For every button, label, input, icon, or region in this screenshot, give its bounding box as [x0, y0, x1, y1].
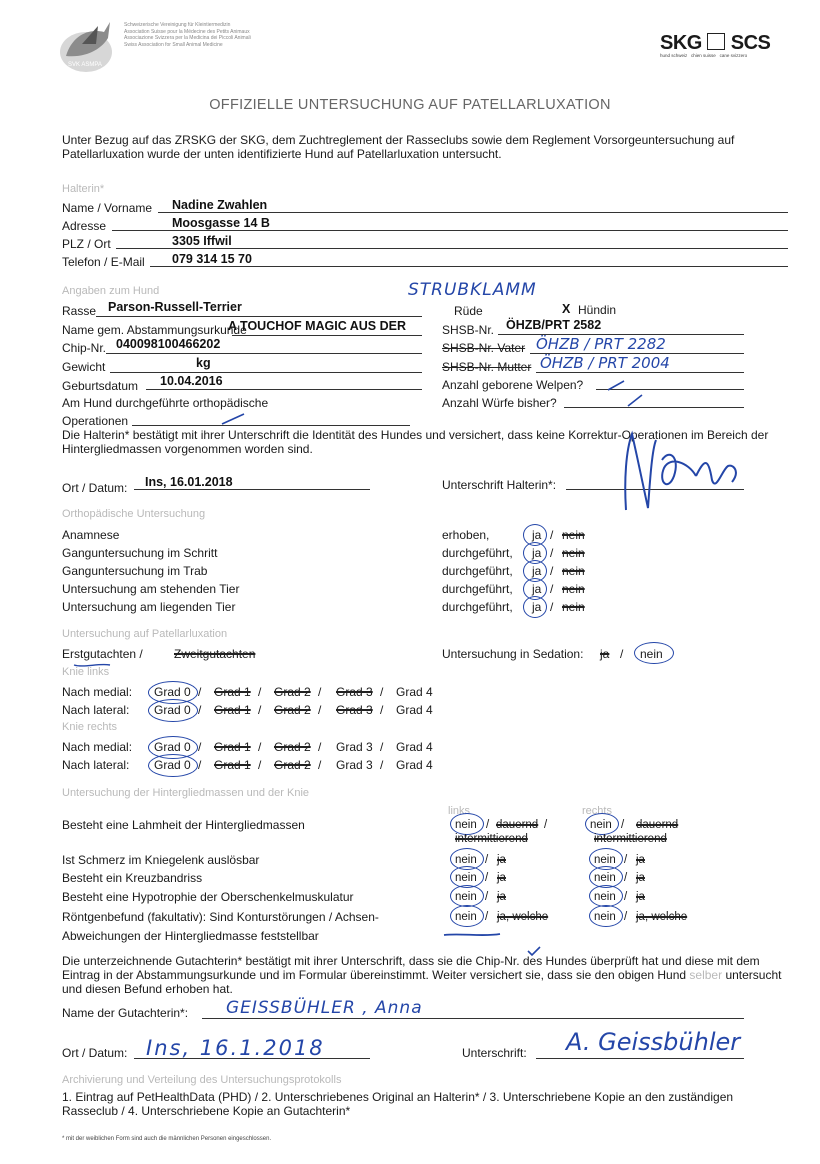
slash: / [380, 685, 384, 699]
shsb-mother-value[interactable]: ÖHZB / PRT 2004 [540, 354, 670, 372]
lameness-right-no[interactable]: nein [590, 819, 612, 831]
slash: / [485, 872, 489, 884]
ortho-row-status: durchgeführt, [442, 600, 513, 614]
grade-option[interactable]: Grad 2 [274, 758, 311, 772]
slash: / [624, 911, 628, 923]
hypotrophy-label: Besteht eine Hypotrophie der Oberschenkelmuskulatur [62, 890, 354, 904]
chip-value[interactable]: 040098100466202 [116, 337, 221, 351]
brand-sub: chien suisse [691, 53, 716, 58]
intro-text: Unter Bezug auf das ZRSKG der SKG, dem Zuchtreglement der Rasseclubs sowie dem Reglement Vorsorgeuntersuchung auf Patellarluxation wurde der unten identifizierte Hund auf Patellarluxation untersucht. [62, 133, 735, 161]
grade-option[interactable]: Grad 4 [396, 740, 433, 754]
lameness-left-no[interactable]: nein [455, 819, 477, 831]
ortho-no: nein [562, 528, 585, 542]
owner-place-date-value[interactable]: Ins, 16.01.2018 [145, 475, 233, 489]
slash: / [380, 740, 384, 754]
ortho-row-status: durchgeführt, [442, 564, 513, 578]
pain-label: Ist Schmerz im Kniegelenk auslösbar [62, 853, 260, 867]
ortho-row-label: Untersuchung am liegenden Tier [62, 600, 236, 614]
section-patella: Untersuchung auf Patellarluxation [62, 628, 228, 640]
handwritten-kennel: STRUBKLAMM [408, 280, 537, 300]
owner-signature-label: Unterschrift Halterin*: [442, 478, 557, 492]
grade-0-circle [148, 699, 198, 722]
scs-text: SCS [730, 32, 771, 54]
owner-name-label: Name / Vorname [62, 201, 153, 215]
statement-self: selber [689, 968, 723, 982]
slash: / [550, 546, 554, 560]
slash: / [624, 872, 628, 884]
skg-logo [660, 32, 770, 58]
sedation-no[interactable]: nein [640, 647, 663, 661]
ortho-yes-circle [523, 596, 547, 618]
lameness-label: Besteht eine Lahmheit der Hintergliedmassen [62, 818, 305, 832]
knee-left-label: Knie links [62, 666, 110, 678]
xray-left-yes: ja, welche [497, 911, 549, 923]
footnote: * mit der weiblichen Form sind auch die männlichen Personen eingeschlossen. [62, 1136, 272, 1142]
weight-unit: kg [196, 356, 211, 370]
shsb-father-label [442, 341, 525, 355]
expert-name-value[interactable]: GEISSBÜHLER , Anna [226, 998, 423, 1018]
grade-option[interactable]: Grad 4 [396, 685, 433, 699]
ortho-row-status: durchgeführt, [442, 582, 513, 596]
shsb-father-value[interactable]: ÖHZB / PRT 2282 [536, 335, 666, 353]
statement-part: Die unterzeichnende Gutachterin* bestätigt mit ihrer Unterschrift, dass sie die Chip-Nr. des Hundes überprüft hat und diese mit dem Eintrag in der Abstammungsurkunde und im Formular übereinstimmt. Weiter versichert sie, dass sie den obigen Hund [62, 954, 760, 982]
svk-logo-text: SVK ASMPA [68, 62, 102, 68]
grade-option[interactable]: Grad 0 [154, 740, 191, 754]
lameness-left-intermittent: intermittierend [455, 833, 528, 845]
slash: / [624, 854, 628, 866]
grade-option[interactable]: Grad 2 [274, 685, 311, 699]
grade-option[interactable]: Grad 1 [214, 758, 251, 772]
female-label: Hündin [578, 303, 617, 317]
pain-right-yes: ja [636, 854, 645, 866]
birth-label: Geburtsdatum [62, 379, 139, 393]
expert-signature[interactable]: A. Geissbühler [566, 1028, 741, 1056]
grade-option[interactable]: Grad 3 [336, 703, 373, 717]
ortho-yes[interactable]: ja [532, 546, 542, 560]
male-label: Rüde [454, 304, 483, 318]
breed-label: Rasse [62, 304, 97, 318]
xray-right-circle [589, 905, 623, 927]
ortho-row-label: Untersuchung am stehenden Tier [62, 582, 240, 596]
sedation-no-circle [634, 642, 674, 664]
cruciate-right-no[interactable]: nein [594, 872, 616, 884]
grade-option[interactable]: Grad 3 [336, 740, 373, 754]
knee-direction-label: Nach lateral: [62, 758, 130, 772]
xray-label-2: Abweichungen der Hintergliedmasse feststellbar [62, 929, 319, 943]
expert-name-label: Name der Gutachterin*: [62, 1006, 189, 1020]
shsb-mother-text: SHSB-Nr. Mutter [442, 360, 532, 374]
slash: / [198, 740, 202, 754]
slash: / [318, 703, 322, 717]
slash: / [198, 703, 202, 717]
ortho-no: nein [562, 582, 585, 596]
section-owner: Halterin* [62, 183, 105, 195]
knee-direction-label: Nach lateral: [62, 703, 130, 717]
brand-sub: hund schweiz [660, 53, 688, 58]
hypotrophy-right-no[interactable]: nein [594, 891, 616, 903]
hypotrophy-right-circle [589, 885, 623, 907]
statement-part: untersucht und diesen Befund erhoben hat. [62, 968, 782, 996]
slash: / [258, 758, 262, 772]
confirmation-text: Die Halterin* bestätigt mit ihrer Unterschrift die Identität des Hundes und versichert, dass keine Korrektur-Operationen im Bereich der Hintergliedmassen vorgenommen worden sind. [62, 428, 769, 456]
owner-signature[interactable] [604, 420, 754, 525]
ortho-no: nein [562, 546, 585, 560]
association-line: Schweizerische Vereinigung für Kleintiermedizin [124, 22, 231, 28]
owner-place-date-label: Ort / Datum: [62, 481, 128, 495]
grade-option[interactable]: Grad 4 [396, 703, 433, 717]
ortho-yes[interactable]: ja [532, 564, 542, 578]
sedation-label: Untersuchung in Sedation: [442, 647, 584, 661]
cruciate-left-yes: ja [497, 872, 506, 884]
grade-option[interactable]: Grad 1 [214, 740, 251, 754]
owner-plz-value[interactable]: 3305 Iffwil [172, 234, 232, 248]
knee-direction-label: Nach medial: [62, 685, 133, 699]
lameness-right-intermittent: intermittierend [594, 833, 667, 845]
slash: / [258, 740, 262, 754]
shsb-mother-label [442, 360, 531, 374]
knee-direction-label: Nach medial: [62, 740, 133, 754]
slash: / [258, 685, 262, 699]
slash: / [485, 891, 489, 903]
female-mark[interactable]: X [562, 302, 571, 316]
grade-option[interactable]: Grad 0 [154, 685, 191, 699]
ortho-row-label: Ganguntersuchung im Trab [62, 564, 208, 578]
hypotrophy-right-yes: ja [636, 891, 645, 903]
chip-check-mark [526, 944, 542, 962]
slash: / [550, 600, 554, 614]
knee-right-label: Knie rechts [62, 721, 118, 733]
ortho-row-status: durchgeführt, [442, 546, 513, 560]
ortho-yes[interactable]: ja [532, 600, 542, 614]
slash: / [318, 685, 322, 699]
slash: / [198, 685, 202, 699]
cruciate-label: Besteht ein Kreuzbandriss [62, 871, 203, 885]
owner-plz-label: PLZ / Ort [62, 237, 111, 251]
slash: / [198, 758, 202, 772]
expert-signature-label: Unterschrift: [462, 1046, 527, 1060]
grade-option[interactable]: Grad 0 [154, 758, 191, 772]
chip-label: Chip-Nr. [62, 341, 107, 355]
grade-0-circle [148, 754, 198, 777]
association-line: Associazione Svizzera per la Medicina dei Piccoli Animali [124, 35, 251, 41]
grade-option[interactable]: Grad 1 [214, 685, 251, 699]
slash: / [258, 703, 262, 717]
owner-name-value[interactable]: Nadine Zwahlen [172, 198, 268, 212]
owner-phone-label: Telefon / E-Mail [62, 255, 145, 269]
operations-label: Operationen [62, 414, 129, 428]
right-column-label: rechts [582, 805, 612, 817]
section-hind: Untersuchung der Hintergliedmassen und der Knie [62, 787, 310, 799]
cruciate-right-yes: ja [636, 872, 645, 884]
grade-option[interactable]: Grad 2 [274, 740, 311, 754]
owner-address-label: Adresse [62, 219, 107, 233]
slash: / [550, 564, 554, 578]
section-ortho: Orthopädische Untersuchung [62, 508, 206, 520]
pain-left-yes: ja [497, 854, 506, 866]
slash: / [550, 582, 554, 596]
shsb-value[interactable]: ÖHZB/PRT 2582 [506, 318, 602, 332]
xray-underline [442, 926, 502, 944]
lameness-right-permanent: dauernd [636, 819, 679, 831]
shsb-label: SHSB-Nr. [442, 323, 495, 337]
weight-label: Gewicht [62, 360, 106, 374]
ortho-row-label: Ganguntersuchung im Schritt [62, 546, 218, 560]
xray-label: Röntgenbefund (fakultativ): Sind Konturstörungen / Achsen- [62, 910, 379, 924]
grade-option[interactable]: Grad 0 [154, 703, 191, 717]
hypotrophy-left-yes: ja [497, 891, 506, 903]
pedigree-name-label: Name gem. Abstammungsurkunde [62, 323, 247, 337]
owner-address-value[interactable]: Moosgasse 14 B [172, 216, 270, 230]
litters-label: Anzahl Würfe bisher? [442, 396, 557, 410]
grade-option[interactable]: Grad 3 [336, 758, 373, 772]
ortho-no: nein [562, 564, 585, 578]
expert-statement [62, 954, 784, 996]
slash: / [318, 740, 322, 754]
grade-option[interactable]: Grad 4 [396, 758, 433, 772]
hypotrophy-left-circle [450, 885, 484, 907]
ortho-label: Am Hund durchgeführte orthopädische [62, 396, 269, 410]
slash: / [485, 911, 489, 923]
grade-option[interactable]: Grad 2 [274, 703, 311, 717]
puppies-dash [606, 378, 626, 396]
expert-place-date-value[interactable]: Ins, 16.1.2018 [146, 1036, 325, 1060]
skg-text: SKG [660, 32, 702, 54]
pain-right-no[interactable]: nein [594, 854, 616, 866]
xray-right-yes: ja, welche [636, 911, 688, 923]
grade-option[interactable]: Grad 1 [214, 703, 251, 717]
left-column-label: links [448, 805, 471, 817]
second-opinion: Zweitgutachten [174, 647, 256, 661]
birth-value[interactable]: 10.04.2016 [160, 374, 223, 388]
svk-logo [58, 18, 118, 74]
expert-place-date-label: Ort / Datum: [62, 1046, 128, 1060]
sedation-yes: ja [600, 647, 610, 661]
association-line: Swiss Association for Small Animal Medicine [124, 41, 223, 48]
page-title: OFFIZIELLE UNTERSUCHUNG AUF PATELLARLUXATION [209, 97, 611, 113]
first-opinion: Erstgutachten / [62, 647, 143, 661]
slash: / [380, 703, 384, 717]
skg-box-icon [707, 33, 725, 50]
slash: / [485, 854, 489, 866]
slash: / [550, 528, 554, 542]
slash: / [380, 758, 384, 772]
owner-phone-value[interactable]: 079 314 15 70 [172, 252, 252, 266]
ortho-yes[interactable]: ja [532, 582, 542, 596]
ortho-no: nein [562, 600, 585, 614]
hypotrophy-left-no[interactable]: nein [455, 891, 477, 903]
breed-value[interactable]: Parson-Russell-Terrier [108, 300, 242, 314]
ortho-row-label: Anamnese [62, 528, 120, 542]
pain-left-no[interactable]: nein [455, 854, 477, 866]
section-dog: Angaben zum Hund [62, 285, 160, 297]
pedigree-name-value[interactable]: A TOUCHOF MAGIC AUS DER [228, 319, 407, 333]
shsb-father-text: SHSB-Nr. Vater [442, 341, 526, 355]
brand-sub: cane svizzero [719, 53, 748, 58]
association-names [124, 22, 251, 48]
ortho-yes[interactable]: ja [532, 528, 542, 542]
lameness-left-permanent: dauernd [496, 819, 539, 831]
section-archive: Archivierung und Verteilung des Untersuchungsprotokolls [62, 1074, 342, 1086]
cruciate-left-no[interactable]: nein [455, 872, 477, 884]
xray-right-no[interactable]: nein [594, 911, 616, 923]
ortho-row-status: erhoben, [442, 528, 490, 542]
xray-left-no[interactable]: nein [455, 911, 477, 923]
association-line: Association Suisse pour la Médecine des Petits Animaux [124, 28, 250, 35]
slash: / [624, 891, 628, 903]
archive-text: 1. Eintrag auf PetHealthData (PHD) / 2. Unterschriebenes Original an Halterin* / 3. Unterschriebene Kopie an den zuständigen Rasseclub / 4. Unterschriebene Kopie an Gutachterin* [62, 1090, 734, 1118]
litters-dash [626, 393, 646, 412]
slash: / [318, 758, 322, 772]
grade-option[interactable]: Grad 3 [336, 685, 373, 699]
xray-left-circle [450, 905, 484, 927]
puppies-label: Anzahl geborene Welpen? [442, 378, 584, 392]
